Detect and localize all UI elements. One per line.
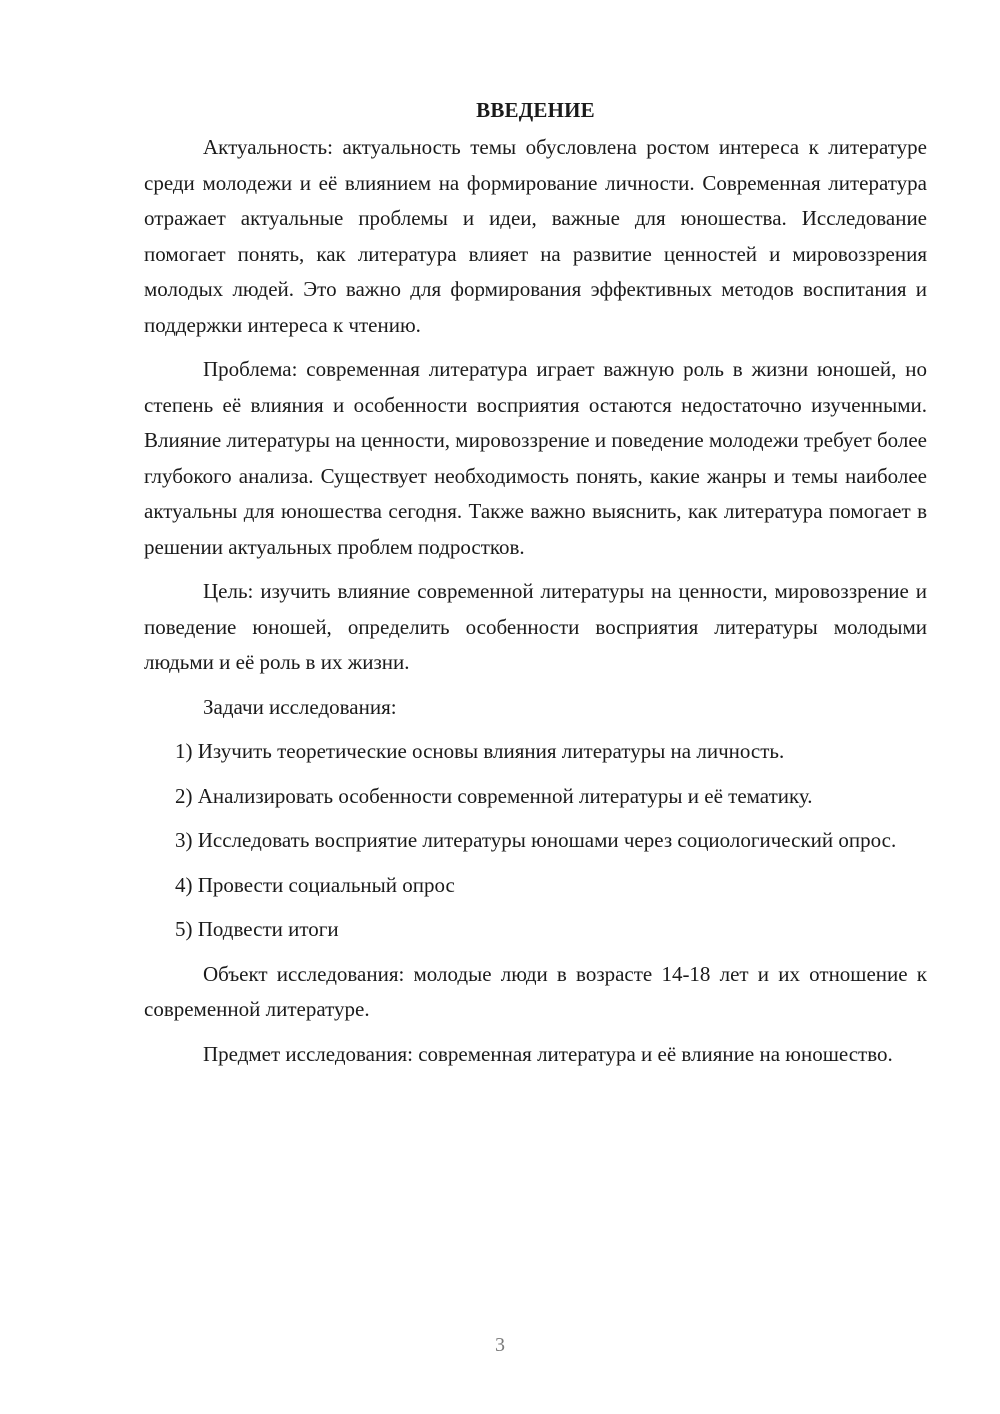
task-item-2: 2) Анализировать особенности современной литературы и её тематику. <box>175 783 813 808</box>
relevance-paragraph: Актуальность: актуальность темы обусловлена ростом интереса к литературе среди молодежи и её влиянием на формирование личности. Современная литература отражает актуальные проблемы и идеи, важные для юношества. Исследование помогает понять, как литература влияет на развитие ценностей и мировоззрения молодых людей. Это важно для формирования эффективных методов воспитания и поддержки интереса к чтению. <box>144 135 927 337</box>
task-item-5: 5) Подвести итоги <box>175 917 339 941</box>
tasks-heading: Задачи исследования: <box>203 694 397 719</box>
subject-paragraph: Предмет исследования: современная литература и её влияние на юношество. <box>203 1041 893 1066</box>
goal-paragraph: Цель: изучить влияние современной литературы на ценности, мировоззрение и поведение юношей, определить особенности восприятия литературы молодыми людьми и её роль в их жизни. <box>144 579 927 674</box>
object-paragraph: Объект исследования: молодые люди в возрасте 14-18 лет и их отношение к современной литературе. <box>144 961 927 1021</box>
task-item-3: 3) Исследовать восприятие литературы юношами через социологический опрос. <box>175 828 897 852</box>
problem-paragraph: Проблема: современная литература играет важную роль в жизни юношей, но степень её влияния и особенности восприятия остаются недостаточно изученными. Влияние литературы на ценности, мировоззрение и поведение молодежи требует более глубокого анализа. Существует необходимость понять, какие жанры и темы наиболее актуальны для юношества сегодня. Также важно выяснить, как литература помогает в решении актуальных проблем подростков. <box>144 357 927 559</box>
task-item-1: 1) Изучить теоретические основы влияния литературы на личность. <box>175 739 785 763</box>
page-content <box>144 92 927 1072</box>
task-item-4: 4) Провести социальный опрос <box>175 872 455 897</box>
page-number: 3 <box>495 1334 505 1356</box>
section-title: ВВЕДЕНИЕ <box>476 98 595 122</box>
